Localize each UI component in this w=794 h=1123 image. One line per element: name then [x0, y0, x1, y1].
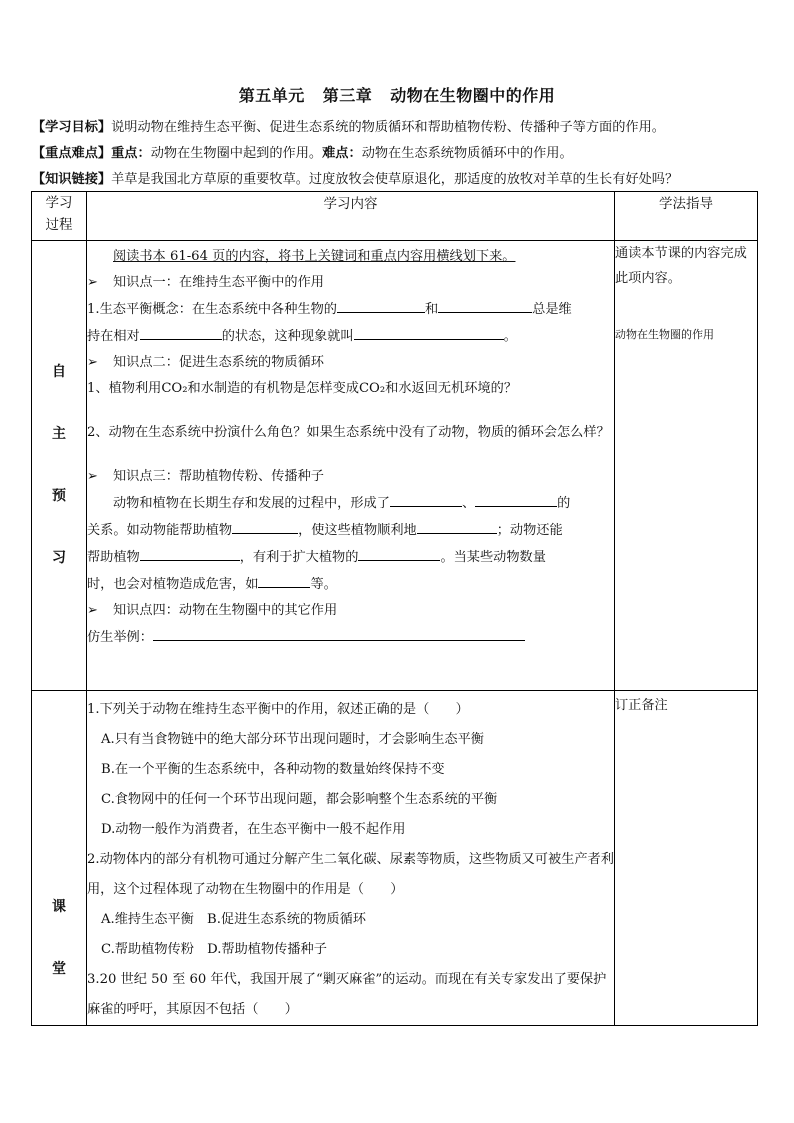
bullet-arrow-icon: ➢ — [87, 355, 99, 370]
bullet-arrow-icon: ➢ — [87, 603, 99, 618]
kp3-text: 。当某些动物数量 — [440, 550, 546, 565]
knowledge-point-4: 知识点四：动物在生物圈中的其它作用 — [113, 603, 338, 618]
study-table — [31, 191, 758, 1026]
bullet-arrow-icon: ➢ — [87, 469, 99, 484]
page-title — [0, 83, 794, 106]
kp3-text: 时，也会对植物造成危害，如 — [87, 577, 259, 592]
knowledge-point-3: 知识点三：帮助植物传粉、传播种子 — [113, 469, 324, 484]
stage-class — [32, 691, 87, 1026]
kp4-text: 仿生举例： — [87, 630, 153, 645]
knowledge-link — [32, 171, 772, 189]
q2-option-d: D.帮助植物传播种子 — [207, 942, 327, 957]
kp3-text: 关系。如动物能帮助植物 — [87, 523, 233, 538]
blank-field[interactable] — [390, 490, 462, 507]
bullet-arrow-icon: ➢ — [87, 275, 99, 290]
question-1: 1.下列关于动物在维持生态平衡中的作用，叙述正确的是（ ） — [87, 702, 469, 717]
link-label: 【知识链接】 — [32, 172, 112, 187]
kp1-text: 总是维 — [532, 302, 572, 317]
blank-field[interactable] — [417, 517, 497, 534]
goal-text: 说明动物在维持生态平衡、促进生态系统的物质循环和帮助植物传粉、传播种子等方面的作用。 — [111, 120, 665, 135]
key-point-label: 重点： — [111, 146, 151, 161]
difficulty-text: 动物在生态系统物质循环中的作用。 — [361, 146, 573, 161]
blank-field[interactable] — [354, 323, 504, 340]
kp3-text: 帮助植物 — [87, 550, 140, 565]
key-difficulty — [32, 145, 772, 163]
blank-field[interactable] — [140, 544, 240, 561]
kp3-text: ；动物还能 — [496, 523, 563, 538]
table-header-row — [32, 192, 758, 241]
guide-note: 通读本节课的内容完成此项内容。 — [615, 246, 747, 286]
kp2-question-2: 2、动物在生态系统中扮演什么角色？如果生态系统中没有了动物，物质的循环会怎么样？ — [87, 425, 610, 440]
q1-option-b: B.在一个平衡的生态系统中，各种动物的数量始终保持不变 — [101, 762, 445, 777]
blank-field[interactable] — [232, 517, 298, 534]
key-point-text: 动物在生物圈中起到的作用。 — [150, 146, 323, 161]
header-guide: 学法指导 — [615, 192, 758, 241]
kp1-text: 。 — [503, 329, 517, 344]
self-study-guide — [615, 241, 758, 691]
reading-instruction: 阅读书本 61-64 页的内容，将书上关键词和重点内容用横线划下来。 — [113, 249, 516, 264]
guide-note-small: 动物在生物圈的作用 — [615, 328, 714, 341]
header-process-line2: 过程 — [45, 217, 73, 233]
stage-char: 课 — [52, 899, 66, 915]
blank-field[interactable] — [475, 490, 557, 507]
kp3-text: 等。 — [310, 577, 337, 592]
kp3-text: 、 — [461, 496, 476, 511]
q2-option-a: A.维持生态平衡 — [101, 912, 194, 927]
key-label: 【重点难点】 — [32, 146, 112, 161]
class-row — [32, 691, 758, 1026]
title-chapter: 第三章 — [322, 86, 373, 105]
goal-label: 【学习目标】 — [32, 120, 112, 135]
kp3-text: 的 — [557, 496, 571, 511]
q2-option-c: C.帮助植物传粉 — [101, 942, 194, 957]
blank-field[interactable] — [153, 624, 525, 641]
difficulty-label: 难点： — [322, 146, 362, 161]
blank-field[interactable] — [337, 296, 425, 313]
self-study-content — [87, 241, 615, 691]
class-content — [87, 691, 615, 1026]
question-2: 2.动物体内的部分有机物可通过分解产生二氧化碳、尿素等物质，这些物质又可被生产者利用，这个过程体现了动物在生物圈中的作用是（ ） — [87, 852, 614, 897]
q2-option-b: B.促进生态系统的物质循环 — [207, 912, 366, 927]
kp3-text: ，有利于扩大植物的 — [239, 550, 359, 565]
title-topic: 动物在生物圈中的作用 — [390, 86, 556, 105]
blank-field[interactable] — [258, 571, 310, 588]
correction-notes: 订正备注 — [615, 698, 668, 713]
stage-char: 自 — [52, 364, 66, 380]
blank-field[interactable] — [438, 296, 532, 313]
title-unit: 第五单元 — [238, 86, 305, 105]
stage-char: 主 — [52, 426, 66, 442]
kp1-text: 的状态，这种现象就叫 — [221, 329, 354, 344]
kp1-text: 持在相对 — [87, 329, 140, 344]
stage-self-study — [32, 241, 87, 691]
kp1-text: 1.生态平衡概念：在生态系统中各种生物的 — [87, 302, 337, 317]
kp2-question-1: 1、植物利用CO₂和水制造的有机物是怎样变成CO₂和水返回无机环境的？ — [87, 381, 518, 396]
header-process-line1: 学习 — [45, 195, 73, 211]
kp1-text: 和 — [424, 302, 439, 317]
kp3-text: 动物和植物在长期生存和发展的过程中，形成了 — [113, 496, 390, 511]
kp3-text: ，使这些植物顺利地 — [298, 523, 417, 538]
link-text: 羊草是我国北方草原的重要牧草。过度放牧会使草原退化，那适度的放牧对羊草的生长有好处吗？ — [111, 172, 679, 187]
knowledge-point-1: 知识点一：在维持生态平衡中的作用 — [113, 275, 324, 290]
self-study-row — [32, 241, 758, 691]
header-content: 学习内容 — [87, 192, 615, 241]
blank-field[interactable] — [358, 544, 440, 561]
stage-char: 习 — [52, 550, 66, 566]
class-guide — [615, 691, 758, 1026]
question-3: 3.20 世纪 50 至 60 年代，我国开展了“剿灭麻雀”的运动。而现在有关专家发出了要保护麻雀的呼吁，其原因不包括（ ） — [87, 972, 607, 1017]
header-process — [32, 192, 87, 241]
blank-field[interactable] — [140, 323, 222, 340]
q1-option-d: D.动物一般作为消费者，在生态平衡中一般不起作用 — [101, 822, 406, 837]
q1-option-a: A.只有当食物链中的绝大部分环节出现问题时，才会影响生态平衡 — [101, 732, 484, 747]
stage-char: 预 — [52, 488, 66, 504]
stage-char: 堂 — [52, 961, 66, 977]
q1-option-c: C.食物网中的任何一个环节出现问题，都会影响整个生态系统的平衡 — [101, 792, 498, 807]
learning-goal — [32, 119, 772, 137]
knowledge-point-2: 知识点二：促进生态系统的物质循环 — [113, 355, 324, 370]
